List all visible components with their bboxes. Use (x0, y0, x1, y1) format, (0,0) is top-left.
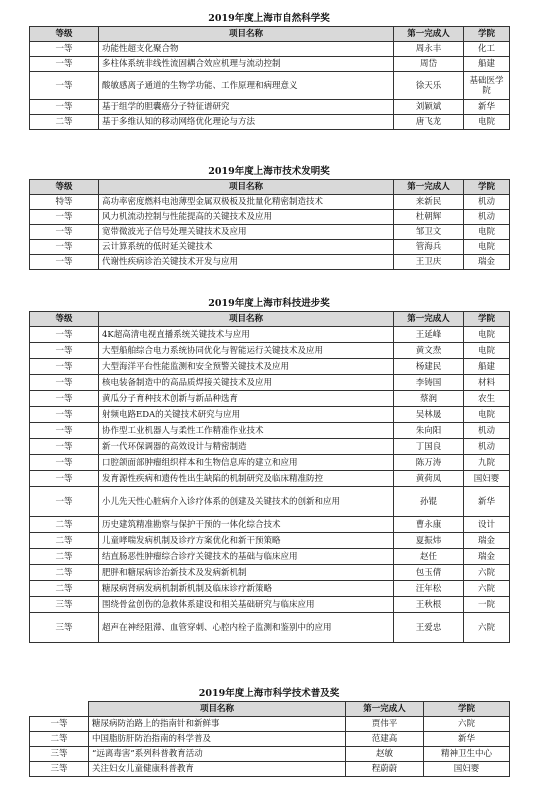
college-cell: 机动 (464, 439, 510, 455)
project-name-cell: 糖尿病防治路上的指南针和新鲜事 (89, 717, 346, 732)
college-cell: 材料 (464, 375, 510, 391)
table-row (30, 327, 510, 343)
first-contributor-cell: 赵任 (394, 549, 464, 565)
college-cell: 国妇婴 (464, 471, 510, 487)
table-row (30, 210, 510, 225)
grade-cell: 一等 (30, 343, 99, 359)
table-row (30, 717, 510, 732)
project-name-cell: 发育源性疾病和遗传性出生缺陷的机制研究及临床精准防控 (99, 471, 394, 487)
grade-cell: 二等 (30, 581, 99, 597)
grade-cell: 二等 (30, 565, 99, 581)
first-contributor-cell: 杜朝辉 (394, 210, 464, 225)
header-grade-blank (30, 702, 89, 717)
header-college: 学院 (464, 180, 510, 195)
science-popularization-award-section (29, 687, 509, 777)
table-row (30, 255, 510, 270)
table-body (30, 195, 510, 270)
first-contributor-cell: 王秋根 (394, 597, 464, 613)
project-name-cell: 小儿先天性心脏病介入诊疗体系的创建及关键技术的创新和应用 (99, 487, 394, 517)
header-college: 学院 (464, 27, 510, 42)
first-contributor-cell: 王爱忠 (394, 613, 464, 643)
first-contributor-cell: 杨建民 (394, 359, 464, 375)
college-cell: 一院 (464, 597, 510, 613)
first-contributor-cell: 丁国良 (394, 439, 464, 455)
grade-cell: 一等 (30, 225, 99, 240)
header-college: 学院 (464, 312, 510, 327)
grade-cell: 一等 (30, 375, 99, 391)
college-cell: 机动 (464, 210, 510, 225)
grade-cell: 一等 (30, 455, 99, 471)
college-cell: 电院 (464, 343, 510, 359)
first-contributor-cell: 管海兵 (394, 240, 464, 255)
college-cell: 精神卫生中心 (424, 747, 510, 762)
first-contributor-cell: 周岱 (394, 57, 464, 72)
table-row (30, 732, 510, 747)
table-header-row (30, 180, 510, 195)
project-name-cell: 风力机流动控制与性能提高的关键技术及应用 (99, 210, 394, 225)
header-project-name: 项目名称 (89, 702, 346, 717)
project-name-cell: 高功率密度燃料电池薄型金属双极板及批量化精密制造技术 (99, 195, 394, 210)
college-cell: 六院 (464, 565, 510, 581)
table-row (30, 613, 510, 643)
first-contributor-cell: 蔡润 (394, 391, 464, 407)
project-name-cell: 协作型工业机器人与柔性工作精准作业技术 (99, 423, 394, 439)
first-contributor-cell: 汪年松 (394, 581, 464, 597)
grade-cell: 一等 (30, 407, 99, 423)
table-row (30, 240, 510, 255)
college-cell: 船建 (464, 359, 510, 375)
grade-cell: 一等 (30, 210, 99, 225)
table-body (30, 327, 510, 643)
grade-cell: 三等 (30, 597, 99, 613)
college-cell: 基础医学院 (464, 72, 510, 100)
college-cell: 瑞金 (464, 533, 510, 549)
project-name-cell: 超声在神经阻滞、血管穿刺、心腔内栓子监测和鉴别中的应用 (99, 613, 394, 643)
project-name-cell: 结直肠恶性肿瘤综合诊疗关键技术的基础与临床应用 (99, 549, 394, 565)
grade-cell: 一等 (30, 717, 89, 732)
first-contributor-cell: 贾伟平 (346, 717, 424, 732)
college-cell: 瑞金 (464, 549, 510, 565)
table-row (30, 375, 510, 391)
first-contributor-cell: 黄文焘 (394, 343, 464, 359)
grade-cell: 一等 (30, 42, 99, 57)
table-row (30, 471, 510, 487)
first-contributor-cell: 包玉倩 (394, 565, 464, 581)
project-name-cell: 多柱体系统非线性流固耦合效应机理与流动控制 (99, 57, 394, 72)
project-name-cell: 口腔颌面部肿瘤组织样本和生物信息库的建立和应用 (99, 455, 394, 471)
project-name-cell: “远离毒害”系列科普教育活动 (89, 747, 346, 762)
grade-cell: 一等 (30, 487, 99, 517)
technology-progress-award-title: 2019年度上海市科技进步奖 (208, 298, 330, 309)
grade-cell: 一等 (30, 359, 99, 375)
header-project-name: 项目名称 (99, 27, 394, 42)
grade-cell: 三等 (30, 747, 89, 762)
header-project-name: 项目名称 (99, 312, 394, 327)
project-name-cell: 儿童哮喘发病机制及诊疗方案优化和新干预策略 (99, 533, 394, 549)
table-body (30, 717, 510, 777)
table-row (30, 597, 510, 613)
table-row (30, 391, 510, 407)
project-name-cell: 基于组学的胆囊癌分子特征谱研究 (99, 100, 394, 115)
grade-cell: 一等 (30, 327, 99, 343)
college-cell: 机动 (464, 423, 510, 439)
first-contributor-cell: 夏振炜 (394, 533, 464, 549)
college-cell: 机动 (464, 195, 510, 210)
project-name-cell: 射频电路EDA的关键技术研究与应用 (99, 407, 394, 423)
header-first-contributor: 第一完成人 (394, 27, 464, 42)
project-name-cell: 大型船舶综合电力系统协同优化与智能运行关键技术及应用 (99, 343, 394, 359)
college-cell: 电院 (464, 327, 510, 343)
grade-cell: 特等 (30, 195, 99, 210)
grade-cell: 一等 (30, 471, 99, 487)
college-cell: 农生 (464, 391, 510, 407)
table-row (30, 565, 510, 581)
table-row (30, 42, 510, 57)
technology-progress-award-table (29, 311, 510, 643)
project-name-cell: 历史建筑精准勘察与保护干预的一体化综合技术 (99, 517, 394, 533)
college-cell: 化工 (464, 42, 510, 57)
first-contributor-cell: 范建高 (346, 732, 424, 747)
project-name-cell: 代谢性疾病诊治关键技术开发与应用 (99, 255, 394, 270)
college-cell: 国妇婴 (424, 762, 510, 777)
natural-science-award-table (29, 26, 510, 130)
table-row (30, 455, 510, 471)
project-name-cell: 中国脂肪肝防治指南的科学普及 (89, 732, 346, 747)
project-name-cell: 基于多维认知的移动网络优化理论与方法 (99, 115, 394, 130)
grade-cell: 一等 (30, 439, 99, 455)
project-name-cell: 核电装备制造中的高品质焊接关键技术及应用 (99, 375, 394, 391)
first-contributor-cell: 来新民 (394, 195, 464, 210)
first-contributor-cell: 王延峰 (394, 327, 464, 343)
college-cell: 瑞金 (464, 255, 510, 270)
grade-cell: 一等 (30, 391, 99, 407)
first-contributor-cell: 周永丰 (394, 42, 464, 57)
project-name-cell: 肥胖和糖尿病诊治新技术及发病新机制 (99, 565, 394, 581)
header-grade: 等级 (30, 312, 99, 327)
project-name-cell: 云计算系统的低时延关键技术 (99, 240, 394, 255)
table-row (30, 747, 510, 762)
header-first-contributor: 第一完成人 (394, 312, 464, 327)
grade-cell: 三等 (30, 613, 99, 643)
project-name-cell: 酸敏感离子通道的生物学功能、工作原理和病理意义 (99, 72, 394, 100)
project-name-cell: 大型海洋平台性能监测和安全预警关键技术及应用 (99, 359, 394, 375)
college-cell: 九院 (464, 455, 510, 471)
table-row (30, 439, 510, 455)
table-row (30, 581, 510, 597)
grade-cell: 二等 (30, 115, 99, 130)
table-row (30, 225, 510, 240)
table-row (30, 100, 510, 115)
grade-cell: 一等 (30, 57, 99, 72)
technology-invention-award-table (29, 179, 510, 270)
project-name-cell: 关注妇女儿童健康科普教育 (89, 762, 346, 777)
first-contributor-cell: 黄荷凤 (394, 471, 464, 487)
table-row (30, 343, 510, 359)
project-name-cell: 功能性超支化聚合物 (99, 42, 394, 57)
first-contributor-cell: 徐天乐 (394, 72, 464, 100)
college-cell: 新华 (424, 732, 510, 747)
first-contributor-cell: 唐飞龙 (394, 115, 464, 130)
table-header-row (30, 312, 510, 327)
first-contributor-cell: 赵敏 (346, 747, 424, 762)
grade-cell: 一等 (30, 240, 99, 255)
grade-cell: 二等 (30, 732, 89, 747)
first-contributor-cell: 孙锟 (394, 487, 464, 517)
header-first-contributor: 第一完成人 (346, 702, 424, 717)
table-row (30, 407, 510, 423)
project-name-cell: 4K超高清电视直播系统关键技术与应用 (99, 327, 394, 343)
first-contributor-cell: 曹永康 (394, 517, 464, 533)
technology-invention-award-title: 2019年度上海市技术发明奖 (208, 166, 330, 177)
technology-invention-award-section (29, 165, 509, 270)
college-cell: 电院 (464, 407, 510, 423)
table-row (30, 57, 510, 72)
college-cell: 六院 (464, 581, 510, 597)
natural-science-award-title: 2019年度上海市自然科学奖 (208, 13, 330, 24)
first-contributor-cell: 李铸国 (394, 375, 464, 391)
science-popularization-award-title: 2019年度上海市科学技术普及奖 (198, 688, 340, 699)
grade-cell: 三等 (30, 762, 89, 777)
header-first-contributor: 第一完成人 (394, 180, 464, 195)
grade-cell: 一等 (30, 72, 99, 100)
college-cell: 新华 (464, 487, 510, 517)
table-row (30, 487, 510, 517)
project-name-cell: 新一代环保调器的高效设计与精密制造 (99, 439, 394, 455)
project-name-cell: 黄瓜分子育种技术创新与新品种选育 (99, 391, 394, 407)
table-header-row (30, 702, 510, 717)
college-cell: 船建 (464, 57, 510, 72)
project-name-cell: 宽带微波光子信号处理关键技术及应用 (99, 225, 394, 240)
project-name-cell: 围绕骨盆创伤的急救体系建设和相关基础研究与临床应用 (99, 597, 394, 613)
table-row (30, 72, 510, 100)
project-name-cell: 糖尿病肾病发病机制新机制及临床诊疗新策略 (99, 581, 394, 597)
first-contributor-cell: 邹卫文 (394, 225, 464, 240)
table-row (30, 533, 510, 549)
college-cell: 新华 (464, 100, 510, 115)
science-popularization-award-table (29, 701, 510, 777)
grade-cell: 一等 (30, 423, 99, 439)
table-row (30, 359, 510, 375)
first-contributor-cell: 王卫庆 (394, 255, 464, 270)
college-cell: 设计 (464, 517, 510, 533)
grade-cell: 一等 (30, 100, 99, 115)
first-contributor-cell: 刘颖斌 (394, 100, 464, 115)
first-contributor-cell: 吴林晟 (394, 407, 464, 423)
header-college: 学院 (424, 702, 510, 717)
table-row (30, 195, 510, 210)
table-row (30, 549, 510, 565)
table-body (30, 42, 510, 130)
header-project-name: 项目名称 (99, 180, 394, 195)
table-row (30, 115, 510, 130)
college-cell: 六院 (464, 613, 510, 643)
table-header-row (30, 27, 510, 42)
college-cell: 六院 (424, 717, 510, 732)
table-row (30, 423, 510, 439)
college-cell: 电院 (464, 225, 510, 240)
table-row (30, 762, 510, 777)
technology-progress-award-section (29, 297, 509, 643)
table-row (30, 517, 510, 533)
grade-cell: 二等 (30, 549, 99, 565)
grade-cell: 二等 (30, 533, 99, 549)
first-contributor-cell: 程蔚蔚 (346, 762, 424, 777)
first-contributor-cell: 朱向阳 (394, 423, 464, 439)
grade-cell: 二等 (30, 517, 99, 533)
grade-cell: 一等 (30, 255, 99, 270)
header-grade: 等级 (30, 27, 99, 42)
natural-science-award-section (29, 12, 509, 130)
first-contributor-cell: 陈万涛 (394, 455, 464, 471)
college-cell: 电院 (464, 240, 510, 255)
college-cell: 电院 (464, 115, 510, 130)
header-grade: 等级 (30, 180, 99, 195)
